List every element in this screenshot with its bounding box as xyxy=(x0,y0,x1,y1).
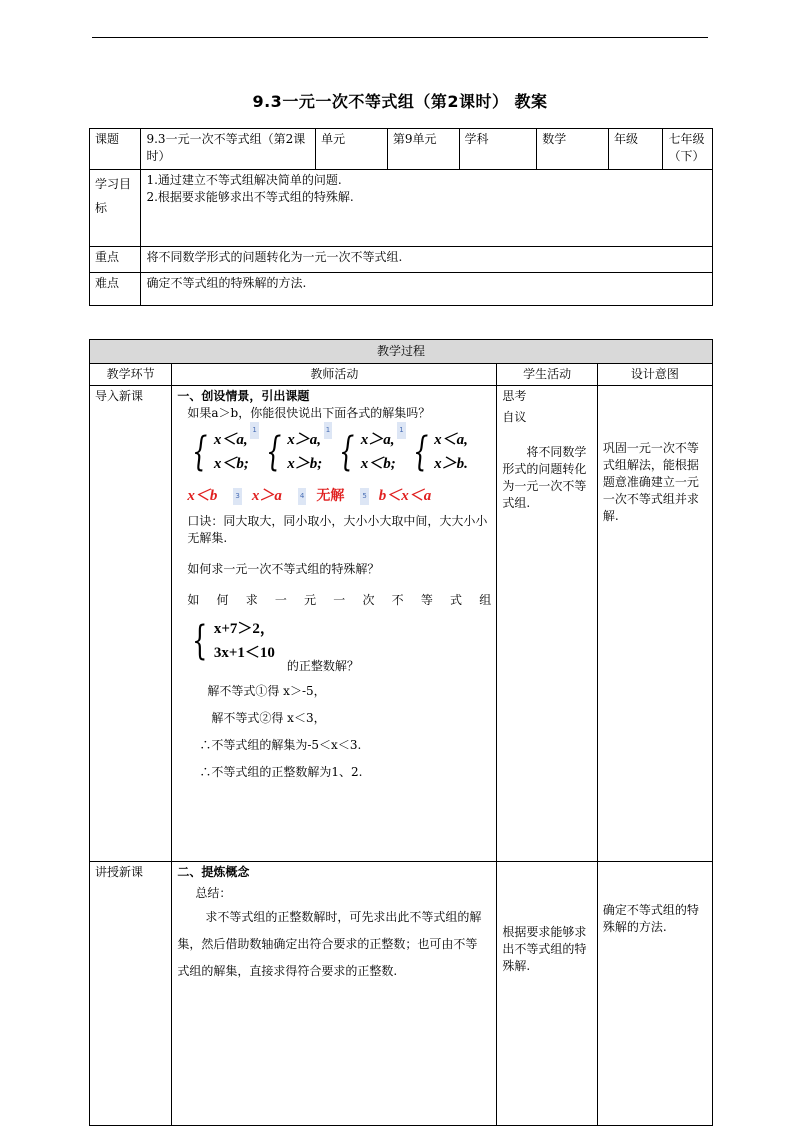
grade-label: 年级 xyxy=(608,129,663,170)
student-item: 思考 xyxy=(502,389,527,403)
brace-icon: { xyxy=(412,429,429,475)
question-spread: 如 何 求 一 元 一 次 不 等 式 组 xyxy=(187,593,492,607)
student-activity-new xyxy=(497,862,597,1126)
info-table xyxy=(89,128,713,306)
answer-marker: 1 xyxy=(397,422,405,439)
solution-step: 解不等式①得 x＞-5， xyxy=(207,684,326,698)
inequality-system: { x＜a, x＞b. xyxy=(412,429,468,475)
teacher-activity-intro xyxy=(172,386,497,862)
question-special: 如何求一元一次不等式组的特殊解？ xyxy=(187,562,380,576)
unit-label: 单元 xyxy=(316,129,388,170)
solution-step: ∴不等式组的解集为-5＜x＜3. xyxy=(199,738,362,752)
system-2-row xyxy=(177,617,491,673)
intent-text: 确定不等式组的特殊解的方法. xyxy=(602,903,699,934)
goal-item: 2.根据要求能够求出不等式组的特殊解. xyxy=(146,190,354,204)
brace-icon: { xyxy=(339,429,355,475)
answer-marker: 3 xyxy=(233,488,241,505)
stage-new: 讲授新课 xyxy=(90,862,172,1126)
goal-item: 1.通过建立不等式组解决简单的问题. xyxy=(146,173,342,187)
header-teacher: 教师活动 xyxy=(172,364,497,386)
key-label: 重点 xyxy=(90,247,141,273)
answer: x＜b xyxy=(187,488,218,504)
answer-marker: 1 xyxy=(324,422,332,439)
section-heading: 一、创设情景，引出课题 xyxy=(177,389,310,403)
intent-text: 巩固一元一次不等式组解法，能根据题意准确建立一元一次不等式组并求解. xyxy=(602,441,699,523)
answer: x＞a xyxy=(251,488,282,504)
student-item: 自议 xyxy=(502,410,527,424)
process-title: 教学过程 xyxy=(90,340,713,364)
brace-icon: { xyxy=(192,618,208,664)
answer-marker: 1 xyxy=(250,422,258,439)
key-value: 将不同数学形式的问题转化为一元一次不等式组. xyxy=(141,247,713,273)
solution-step: ∴不等式组的正整数解为1、2. xyxy=(199,765,363,779)
course-value: 9.3一元一次不等式组（第2课时） xyxy=(141,129,316,170)
inequality-system: { x＞a, x＜b; 1 xyxy=(334,428,395,476)
hard-label: 难点 xyxy=(90,273,141,306)
header-student: 学生活动 xyxy=(497,364,597,386)
header-rule xyxy=(92,37,708,38)
subject-label: 学科 xyxy=(459,129,537,170)
intent-new xyxy=(597,862,712,1126)
inequality-system-2: { x+7＞2， 3x+1＜10 xyxy=(192,618,275,664)
answer-marker: 5 xyxy=(360,488,368,505)
subject-value: 数学 xyxy=(537,129,609,170)
student-activity-intro xyxy=(497,386,597,862)
summary-label: 总结： xyxy=(195,886,232,900)
intent-intro xyxy=(597,386,712,862)
header-stage: 教学环节 xyxy=(90,364,172,386)
systems-row xyxy=(177,428,491,476)
section-heading: 二、提炼概念 xyxy=(177,865,250,879)
answer: 无解 xyxy=(316,488,345,504)
course-label: 课题 xyxy=(90,129,141,170)
grade-value: 七年级（下） xyxy=(663,129,713,170)
student-text: 根据要求能够求出不等式组的特殊解. xyxy=(502,925,587,973)
inequality-system: { x＞a, x＞b; 1 xyxy=(261,428,322,476)
answers-row xyxy=(177,488,491,505)
stage-intro: 导入新课 xyxy=(90,386,172,862)
summary-text: 求不等式组的正整数解时，可先求出此不等式组的解集，然后借助数轴确定出符合要求的正整数；也可由不等式组的解集，直接求得符合要求的正整数. xyxy=(177,910,482,978)
teacher-activity-new xyxy=(172,862,497,1126)
answer: b＜x＜a xyxy=(378,488,432,504)
unit-value: 第9单元 xyxy=(387,129,459,170)
header-intent: 设计意图 xyxy=(597,364,712,386)
inequality-system: { x＜a, x＜b; 1 xyxy=(187,428,248,476)
goal-label: 学习目标 xyxy=(90,170,141,247)
process-table xyxy=(89,339,713,1126)
answer-marker: 4 xyxy=(298,488,306,505)
goal-value xyxy=(141,170,713,247)
brace-icon: { xyxy=(192,429,208,475)
solution-step: 解不等式②得 x＜3， xyxy=(211,711,326,725)
hard-value: 确定不等式组的特殊解的方法. xyxy=(141,273,713,306)
question: 如果a＞b，你能很快说出下面各式的解集吗？ xyxy=(187,406,431,420)
question-tail: 的正整数解？ xyxy=(286,659,359,673)
brace-icon: { xyxy=(265,429,282,475)
mnemonic: 口诀：同大取大，同小取小，大小小大取中间，大大小小无解集. xyxy=(187,514,488,545)
page-title: 9.3一元一次不等式组（第2课时） 教案 xyxy=(252,92,548,111)
student-item: 将不同数学形式的问题转化为一元一次不等式组. xyxy=(502,445,587,510)
